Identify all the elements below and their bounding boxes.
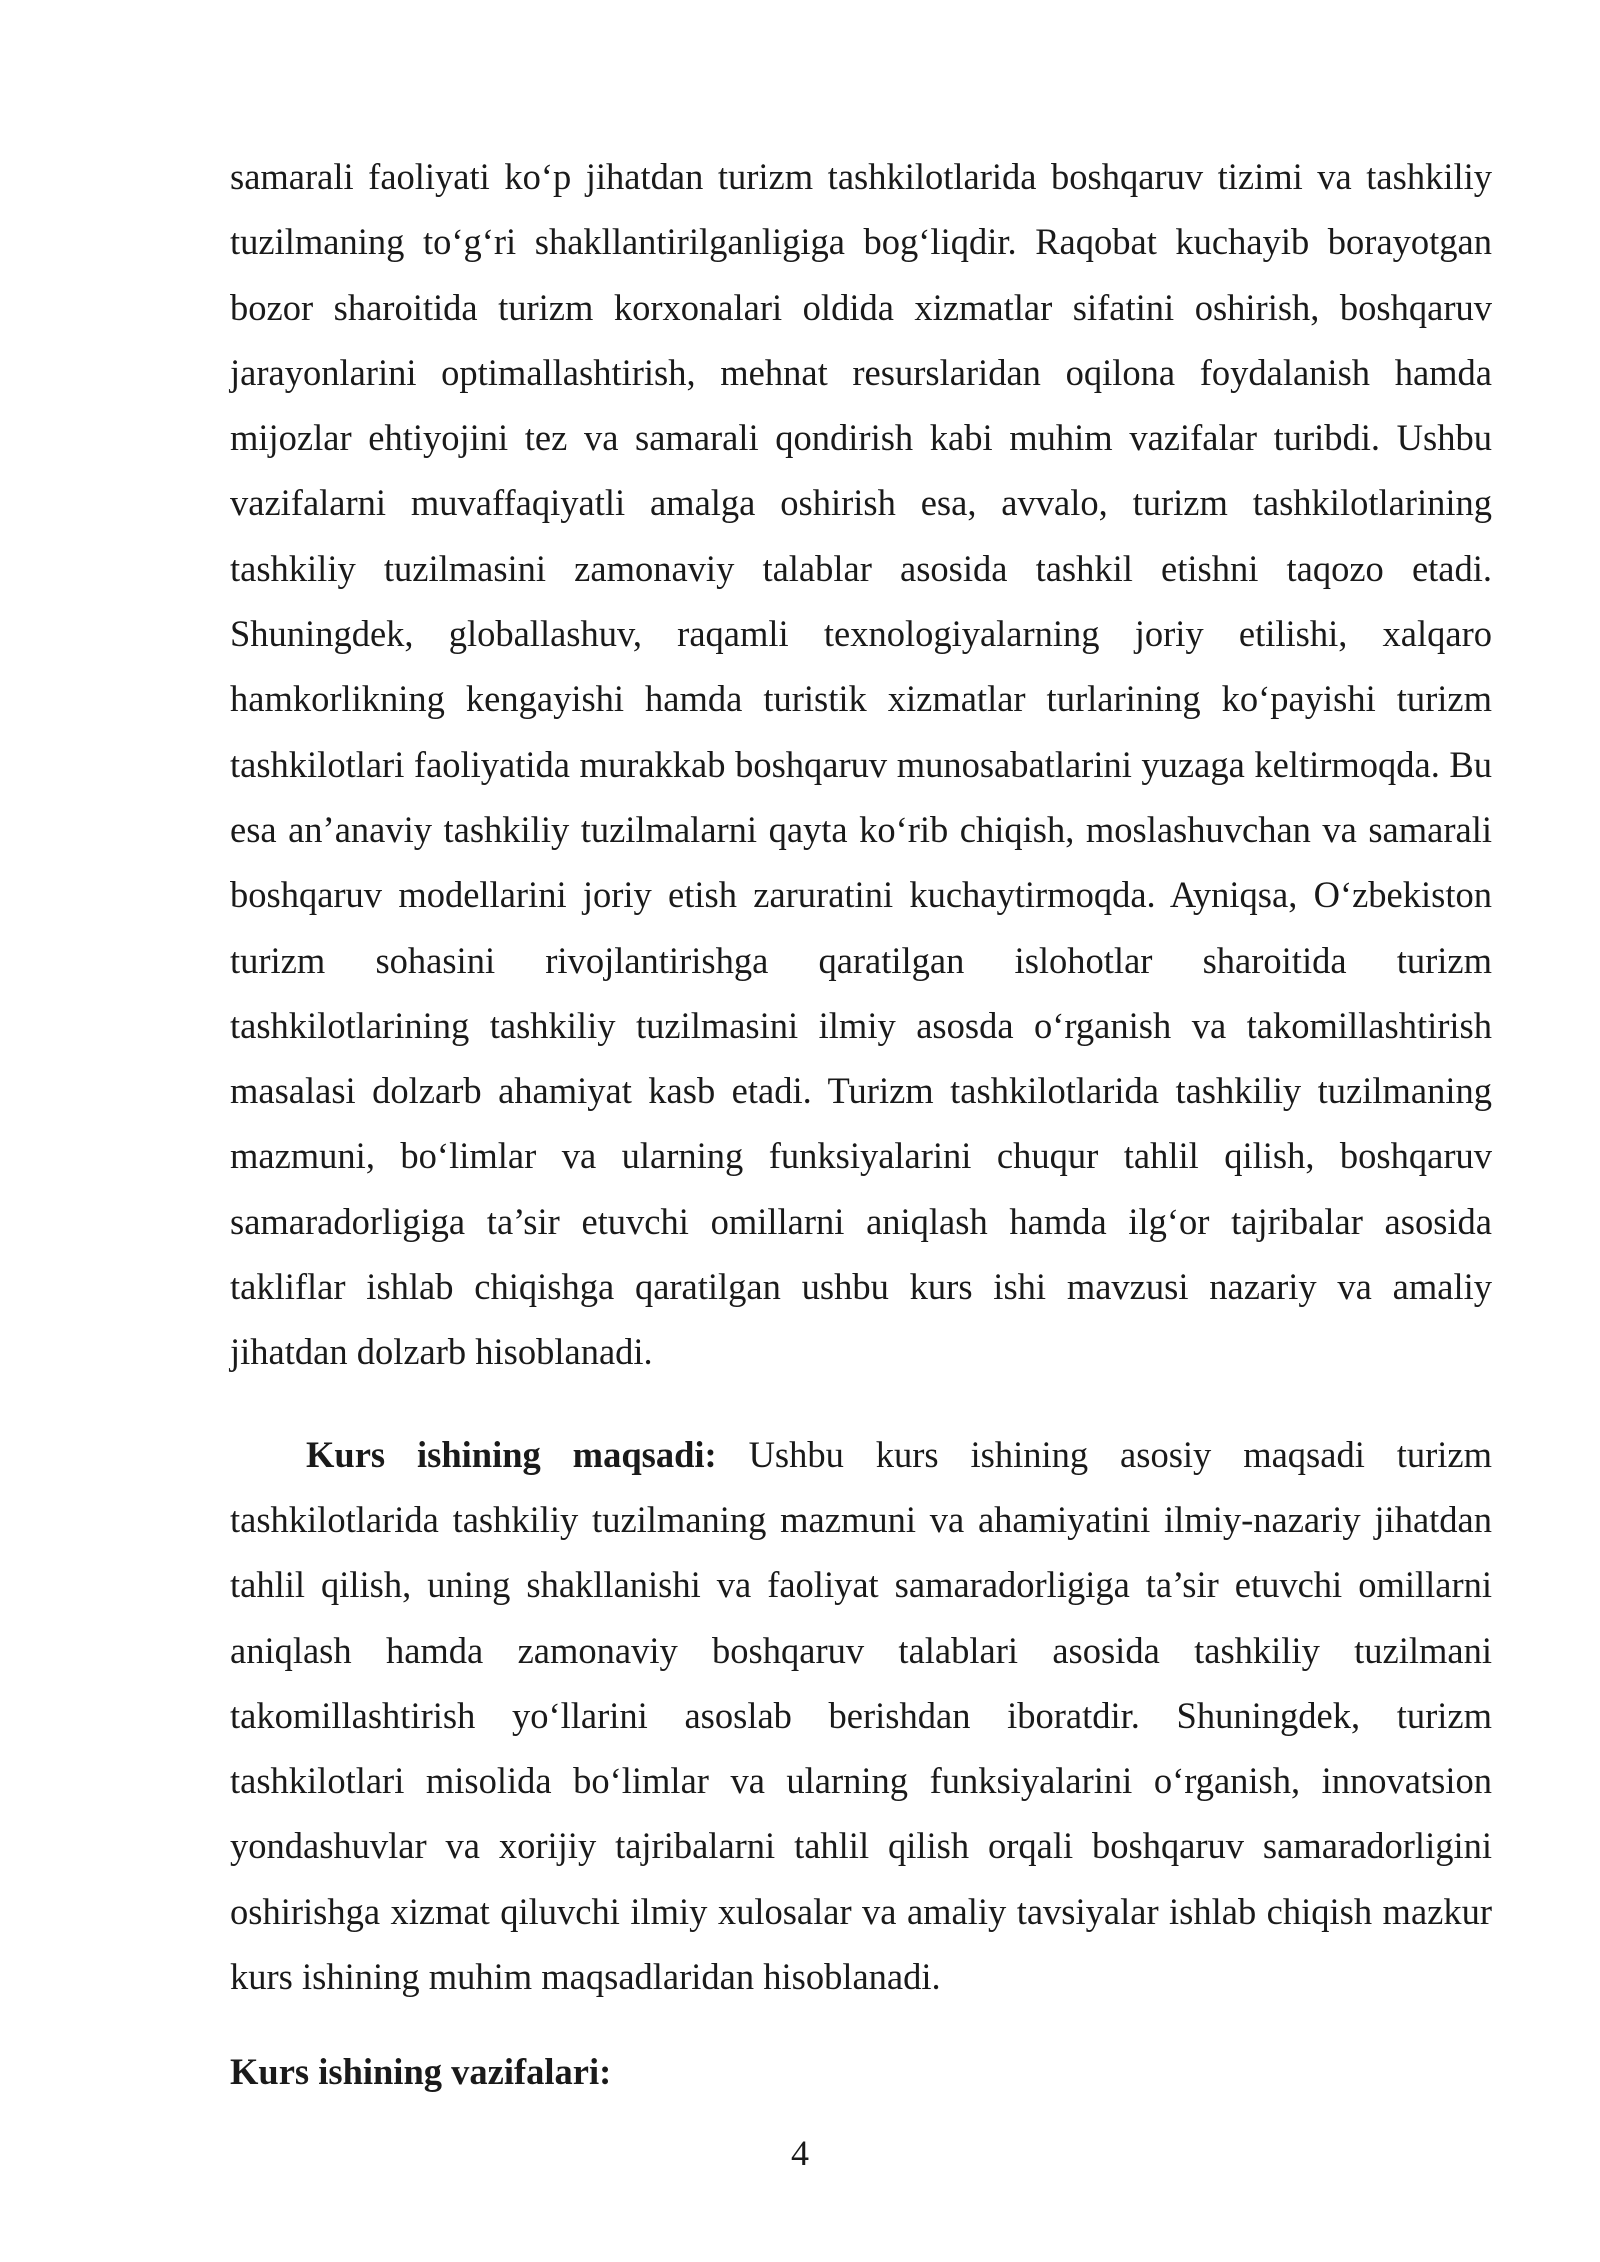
- goal-paragraph: [230, 1422, 1492, 2010]
- paragraph-gap: [230, 2009, 1492, 2039]
- goal-label: Kurs ishining maqsadi:: [306, 1433, 717, 1475]
- paragraph-gap: [230, 1385, 1492, 1422]
- document-page: [230, 144, 1492, 2105]
- intro-paragraph: samarali faoliyati ko‘p jihatdan turizm tashkilotlarida boshqaruv tizimi va tashkiliy tuzilmaning to‘g‘ri shakllantirilganligiga bog‘liqdir. Raqobat kuchayib borayotgan bozor sharoitida turizm korxonalari oldida xizmatlar sifatini oshirish, boshqaruv jarayonlarini optimallashtirish, mehnat resurslaridan oqilona foydalanish hamda mijozlar ehtiyojini tez va samarali qondirish kabi muhim vazifalar turibdi. Ushbu vazifalarni muvaffaqiyatli amalga oshirish esa, avvalo, turizm tashkilotlarining tashkiliy tuzilmasini zamonaviy talablar asosida tashkil etishni taqozo etadi. Shuningdek, globallashuv, raqamli texnologiyalarning joriy etilishi, xalqaro hamkorlikning kengayishi hamda turistik xizmatlar turlarining ko‘payishi turizm tashkilotlari faoliyatida murakkab boshqaruv munosabatlarini yuzaga keltirmoqda. Bu esa an’anaviy tashkiliy tuzilmalarni qayta ko‘rib chiqish, moslashuvchan va samarali boshqaruv modellarini joriy etish zaruratini kuchaytirmoqda. Ayniqsa, O‘zbekiston turizm sohasini rivojlantirishga qaratilgan islohotlar sharoitida turizm tashkilotlarining tashkiliy tuzilmasini ilmiy asosda o‘rganish va takomillashtirish masalasi dolzarb ahamiyat kasb etadi. Turizm tashkilotlarida tashkiliy tuzilmaning mazmuni, bo‘limlar va ularning funksiyalarini chuqur tahlil qilish, boshqaruv samaradorligiga ta’sir etuvchi omillarni aniqlash hamda ilg‘or tajribalar asosida takliflar ishlab chiqishga qaratilgan ushbu kurs ishi mavzusi nazariy va amaliy jihatdan dolzarb hisoblanadi.: [230, 156, 1492, 1373]
- page-number: 4: [791, 2133, 809, 2173]
- goal-text: Ushbu kurs ishining asosiy maqsadi turizm tashkilotlarida tashkiliy tuzilmaning mazmuni va ahamiyatini ilmiy-nazariy jihatdan tahlil qilish, uning shakllanishi va faoliyat samaradorligiga ta’sir etuvchi omillarni aniqlash hamda zamonaviy boshqaruv talablari asosida tashkiliy tuzilmani takomillashtirish yo‘llarini asoslab berishdan iboratdir. Shuningdek, turizm tashkilotlari misolida bo‘limlar va ularning funksiyalarini o‘rganish, innovatsion yondashuvlar va xorijiy tajribalarni tahlil qilish orqali boshqaruv samaradorligini oshirishga xizmat qiluvchi ilmiy xulosalar va amaliy tavsiyalar ishlab chiqish mazkur kurs ishining muhim maqsadlaridan hisoblanadi.: [230, 1433, 1493, 1998]
- tasks-heading: Kurs ishining vazifalari:: [230, 2051, 612, 2093]
